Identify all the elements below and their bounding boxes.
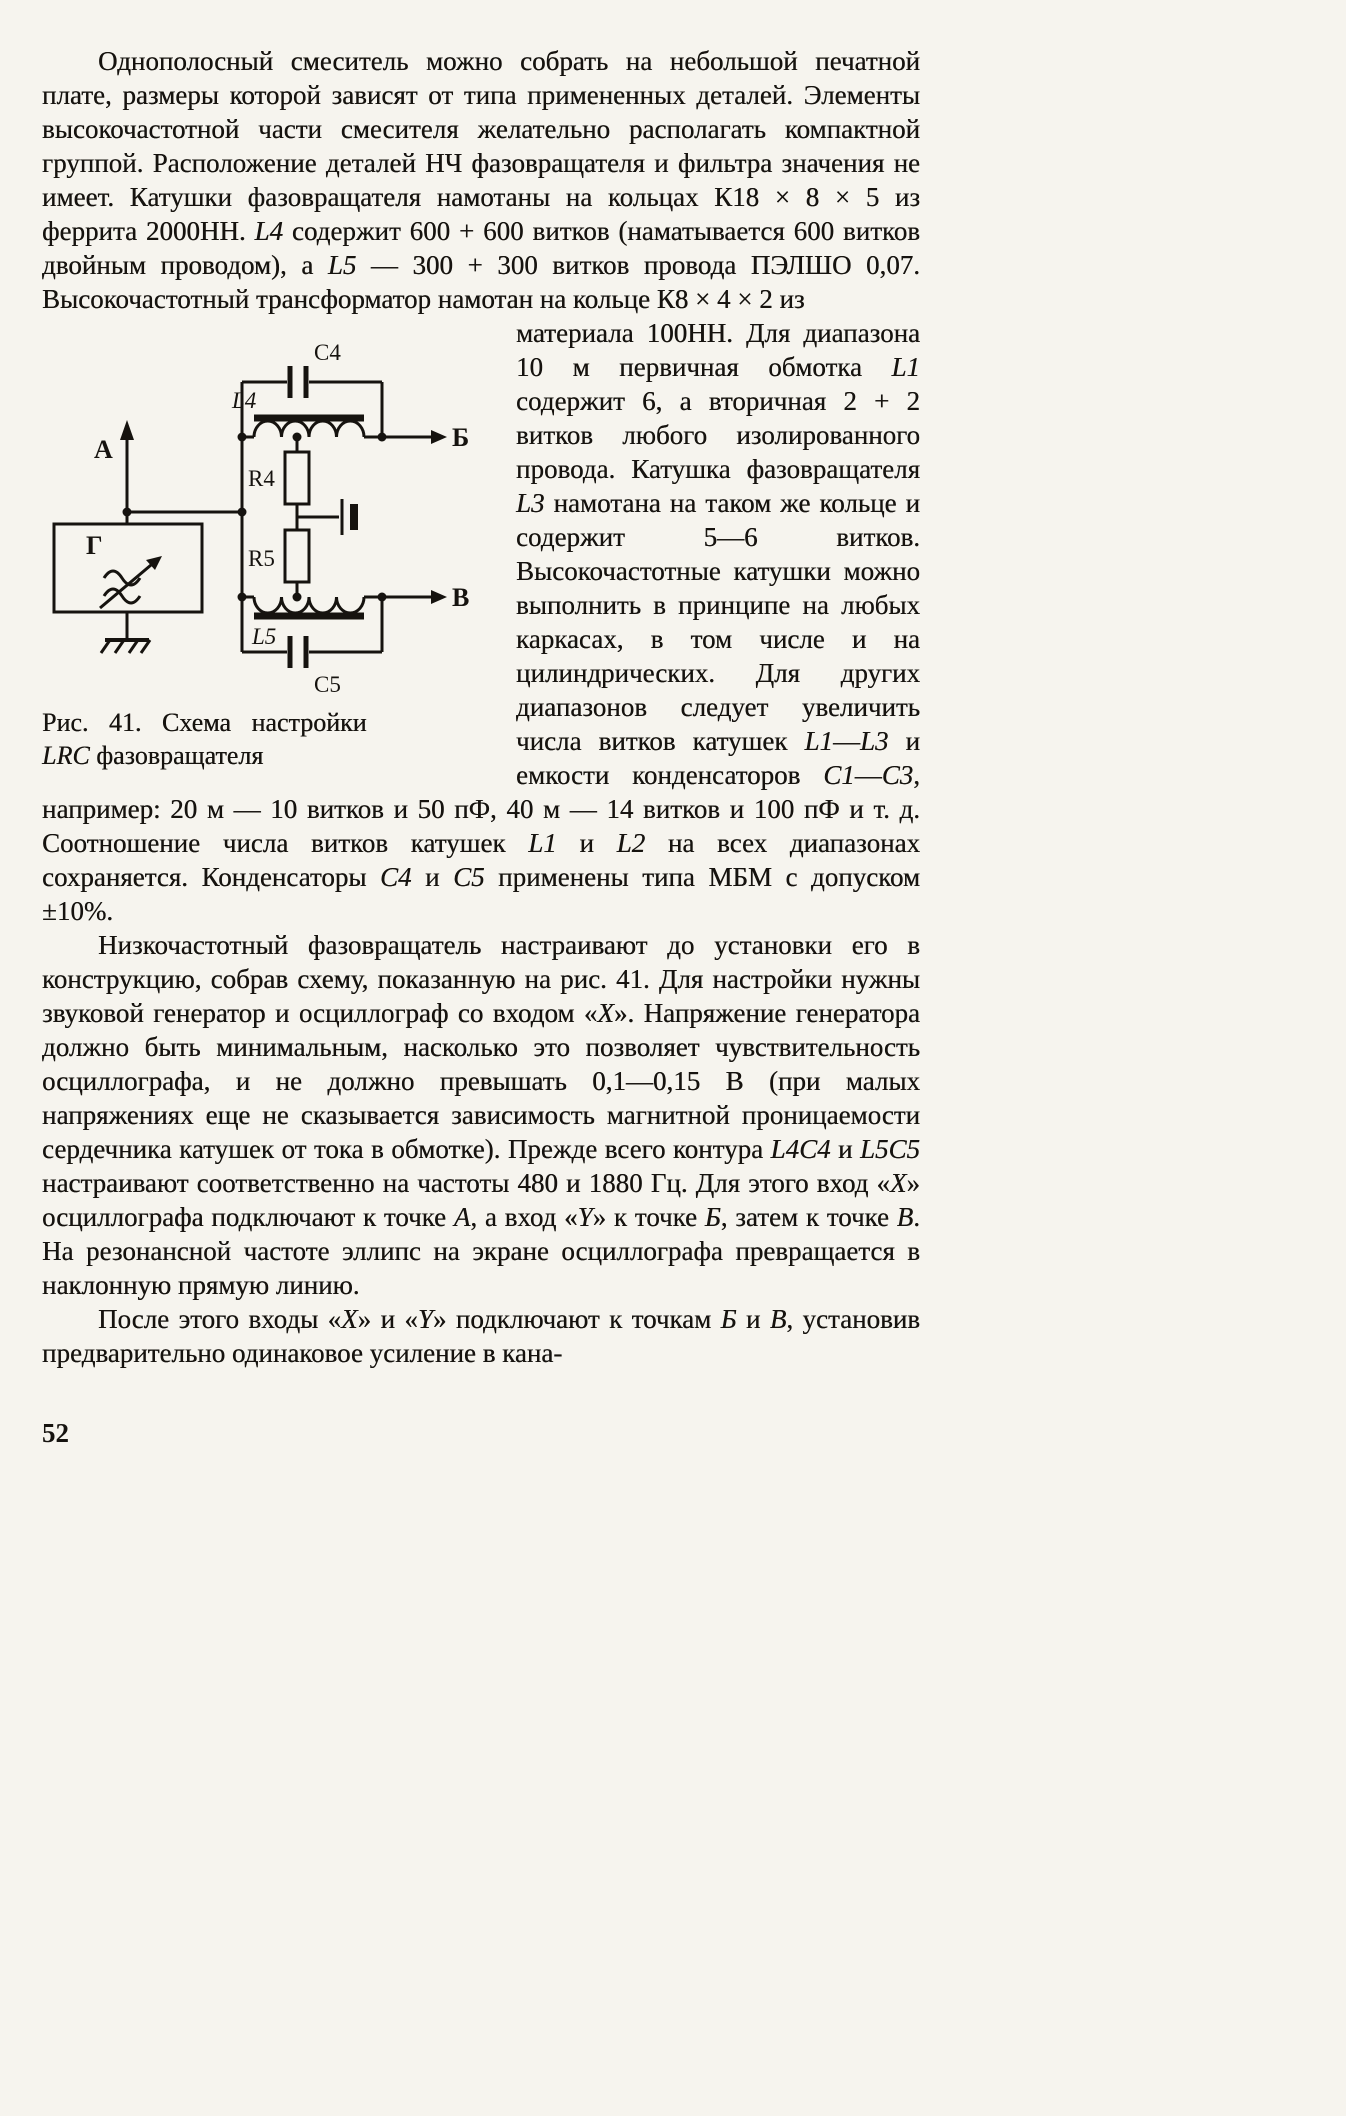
label-r5: R5 (248, 546, 275, 571)
figure-caption-line2: LRC фазовращателя (42, 741, 264, 770)
node-dots (123, 433, 387, 602)
ground-icon (101, 612, 150, 653)
resistor-r4 (285, 437, 309, 504)
page-number: 52 (42, 1418, 69, 1448)
resistor-r5 (285, 530, 309, 597)
figure-caption (42, 706, 444, 772)
label-l4: L4 (232, 388, 257, 413)
circuit-diagram (42, 332, 482, 694)
label-generator: Г (86, 531, 103, 560)
label-l5: L5 (252, 624, 277, 649)
paragraph-3: После этого входы «X» и «Y» подключают к точкам Б и В, установив предварительно одинаковое усиление в кана- (42, 1304, 920, 1368)
arrow-a-head (120, 420, 134, 440)
inductor-l5 (242, 597, 382, 616)
arrow-v-head (431, 590, 447, 604)
inductor-l4 (242, 418, 382, 437)
label-c4: С4 (314, 340, 341, 365)
label-c5: С5 (314, 672, 341, 694)
label-point-a: А (94, 435, 113, 464)
label-point-v: В (452, 583, 470, 612)
paragraph-2: Низкочастотный фазовращатель настраивают до установки его в конструкцию, собрав схему, показанную на рис. 41. Для настройки нужны звуковой генератор и осциллограф со входом «X». Напряжение генератора должно быть минимальным, насколько это позволяет чувствительность осциллографа, и не должно превышать 0,1—0,15 В (при малых напряжениях еще не сказывается зависимость магнитной проницаемости сердечника катушек от тока в обмотке). Прежде всего контура L4C4 и L5C5 настраивают соответственно на частоты 480 и 1880 Гц. Для этого вход «X» осциллографа подключают к точке А, а вход «Y» к точке Б, затем к точке В. На резонансной частоте эллипс на экране осциллографа превращается в наклонную прямую линию. (42, 930, 921, 1300)
generator-box (54, 524, 202, 612)
text-column (42, 44, 920, 1449)
label-point-b: Б (452, 423, 470, 452)
arrow-b-head (431, 430, 447, 444)
paragraph-1: Однополосный смеситель можно собрать на небольшой печатной плате, размеры которой зависят от типа примененных деталей. Элементы высокочастотной части смесителя желательно располагать компактной группой. Расположение деталей НЧ фазовращателя и фильтра значения не имеет. Катушки фазовращателя намотаны на кольцах К18 × 8 × 5 из феррита 2000НН. L4 содержит 600 + 600 витков (наматывается 600 витков двойным проводом), а L5 — 300 + 300 витков провода ПЭЛШО 0,07. Высокочастотный трансформатор намотан на кольце К8 × 4 × 2 из (42, 46, 920, 314)
label-r4: R4 (248, 466, 275, 491)
figure-41 (42, 332, 488, 772)
paragraph-1-continued: материала 100НН. Для диапазона 10 м первичная обмотка L1 содержит 6, а вторичная 2 + 2 витков любого изолированного провода. Катушка фазовращателя L3 намотана на таком же кольце и содержит 5—6 витков. Высокочастотные катушки можно выполнить в принципе на любых каркасах, в том числе и на цилиндрических. Для других диапазонов следует увеличить числа витков катушек L1—L3 и емкости конденсаторов С1—С3, например: 20 м — 10 витков и 50 пФ, 40 м — 14 витков и 100 пФ и т. д. Соотношение числа витков катушек L1 и L2 на всех диапазонах сохраняется. Конденсаторы С4 и С5 применены типа МБМ с допуском ±10%. (42, 318, 920, 926)
figure-caption-line1: Рис. 41. Схема настройки (42, 708, 367, 737)
